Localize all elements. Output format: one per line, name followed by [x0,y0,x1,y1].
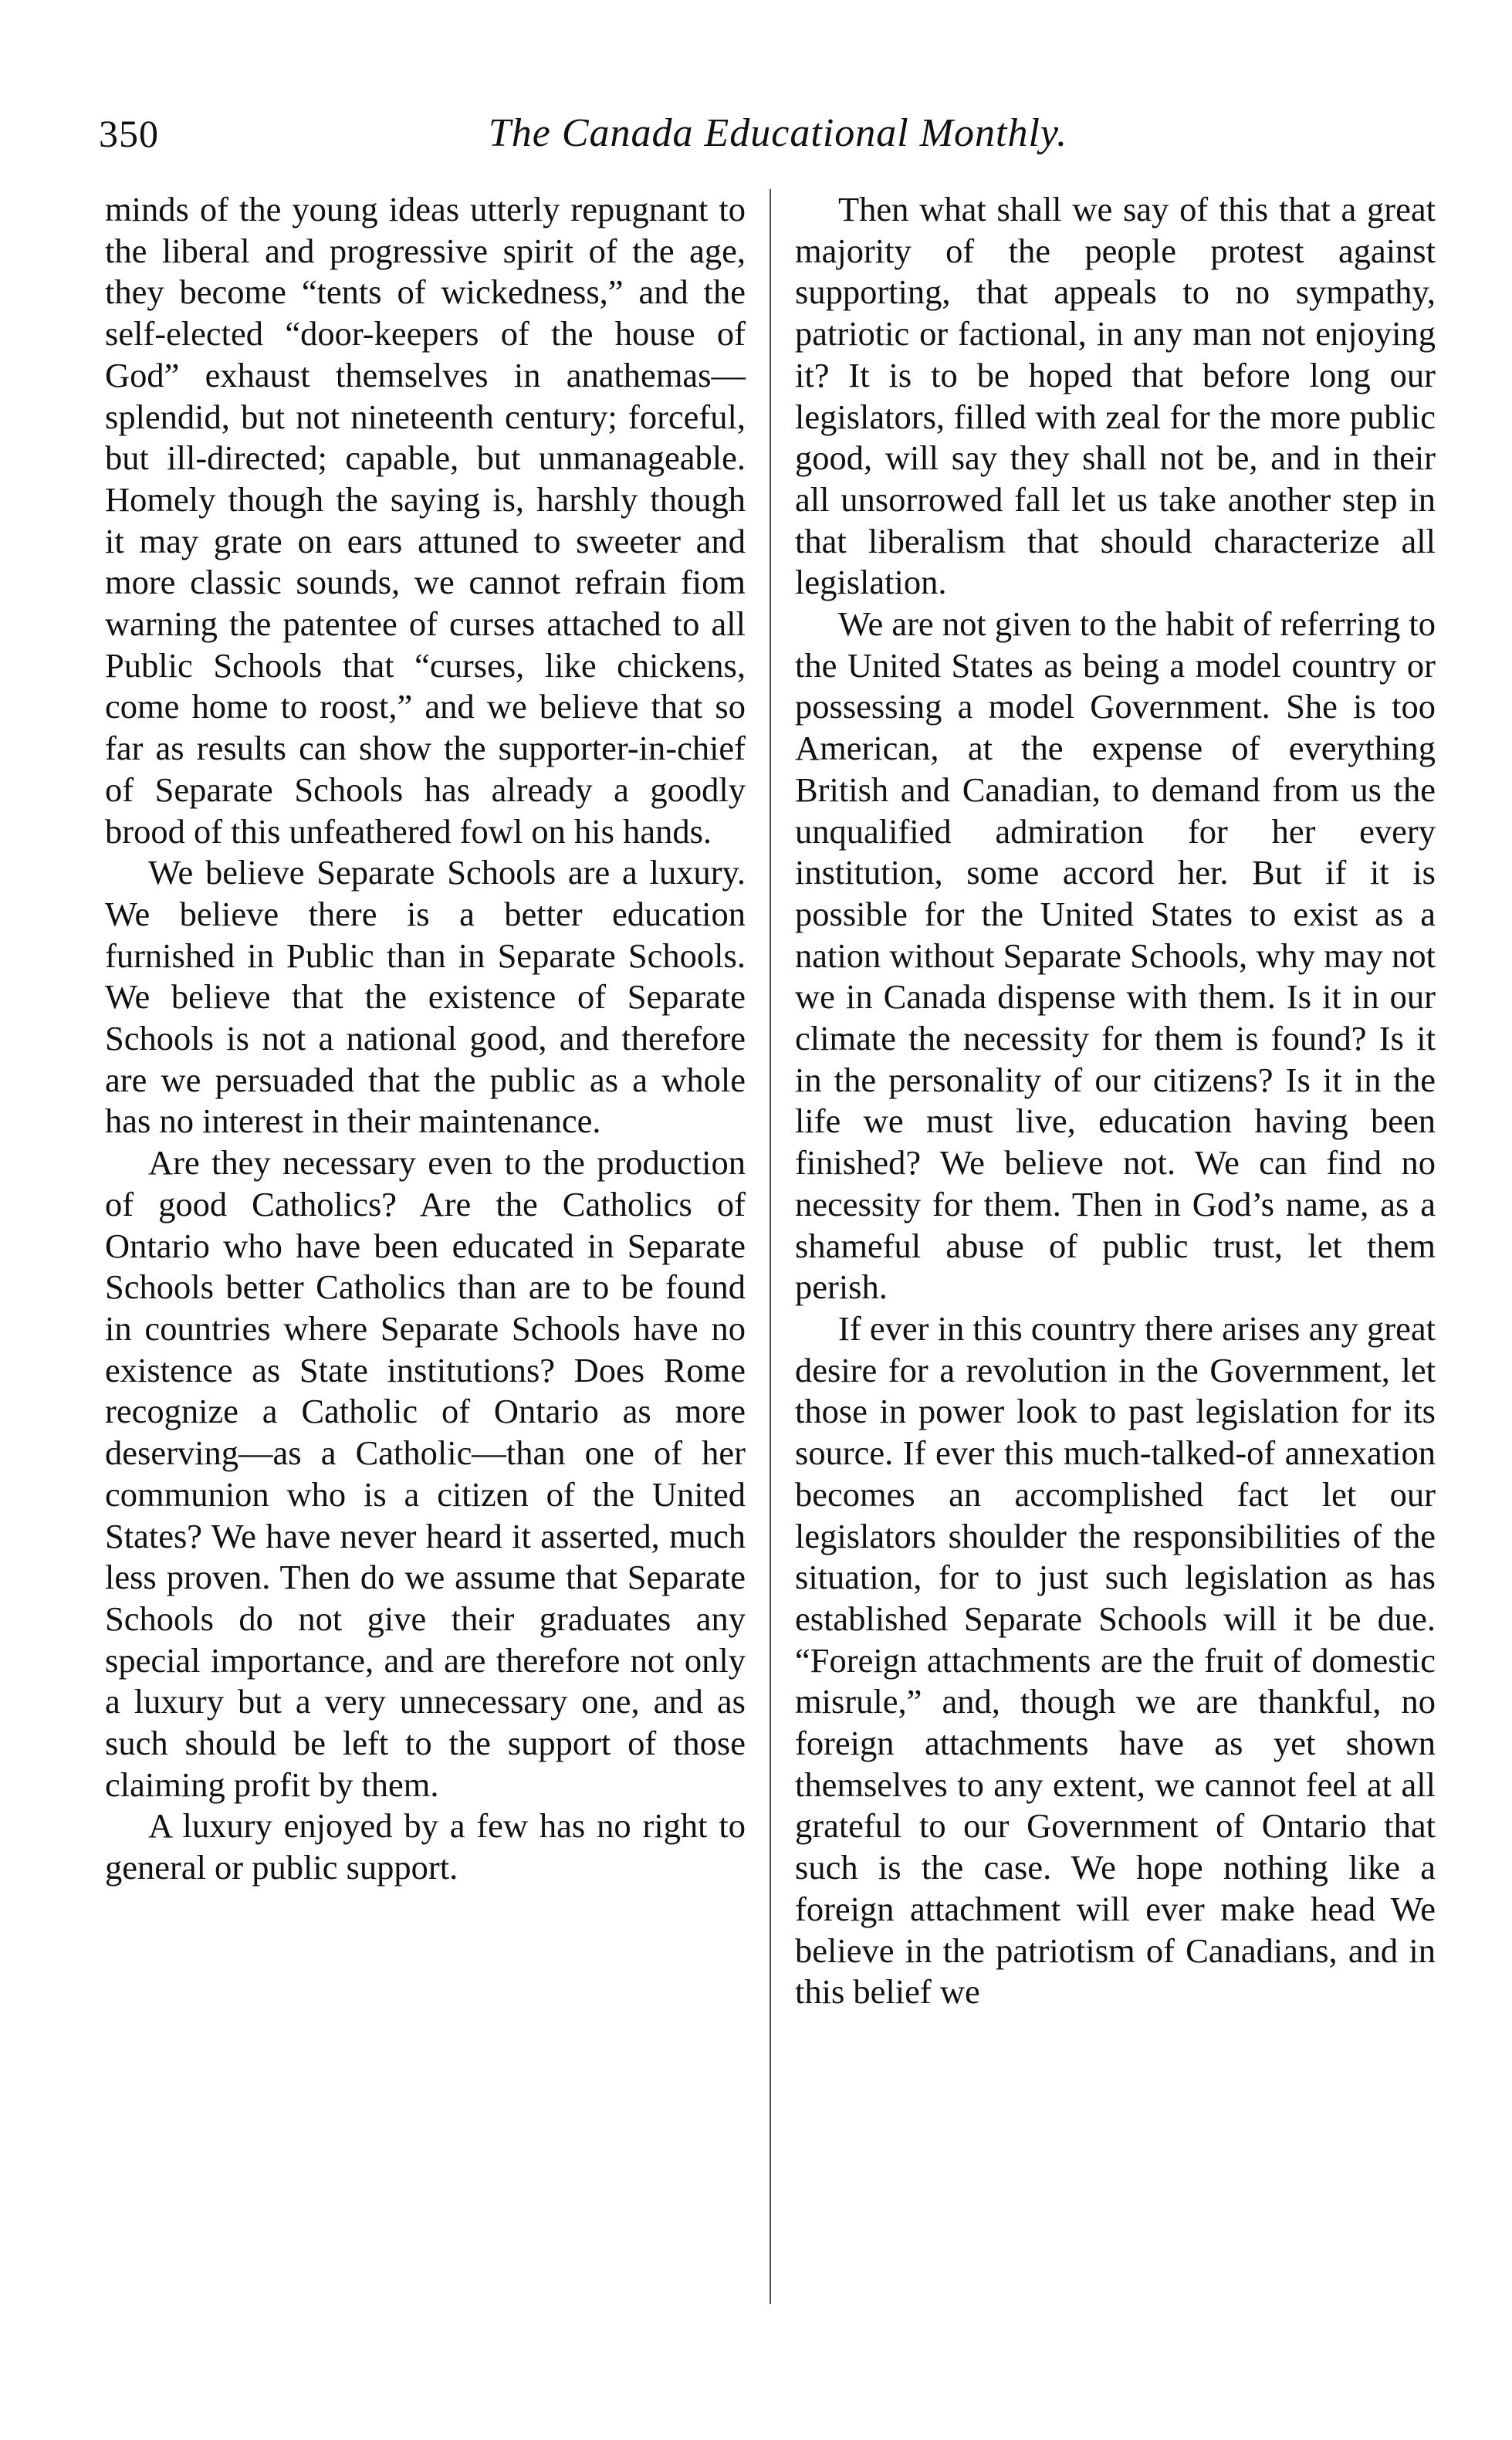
page-header [99,107,1457,168]
paragraph: Are they necessary even to the production of good Catholics? Are the Catholics of Ontario who have been educated in Separate Schools better Catholics than are to be found in countries where Separate Schools have no existence as State institutions? Does Rome recognize a Catholic of Ontario as more deserving—as a Catholic—than one of her communion who is a citizen of the United States? We have never heard it asserted, much less proven. Then do we assume that Separate Schools do not give their graduates any special importance, and are therefore not only a luxury but a very unnecessary one, and as such should be left to the support of those claiming profit by them. [105,1143,746,1804]
column-divider [770,189,771,2304]
left-column [105,189,746,1889]
running-title: The Canada Educational Monthly. [488,111,1068,155]
paragraph: Then what shall we say of this that a great majority of the people protest against supporting, that appeals to no sympathy, patriotic or factional, in any man not enjoying it? It is to be hoped that before long our legislators, filled with zeal for the more public good, will say they shall not be, and in their all unsorrowed fall let us take another step in that liberalism that should characterize all legislation. [795,190,1436,602]
paragraph: We are not given to the habit of referring to the United States as being a model country or possessing a model Government. She is too American, at the expense of everything British and Canadian, to demand from us the unqualified admiration for her every institution, some accord her. But if it is possible for the United States to exist as a nation without Separate Schools, why may not we in Canada dispense with them. Is it in our climate the necessity for them is found? Is it in the personality of our citizens? Is it in the life we must live, education having been finished? We believe not. We can find no necessity for them. Then in God’s name, as a shameful abuse of public trust, let them perish. [795,604,1436,1307]
paragraph: We believe Separate Schools are a luxury. We believe there is a better education furnished in Public than in Separate Schools. We believe that the existence of Separate Schools is not a national good, and therefore are we persuaded that the public as a whole has no interest in their maintenance. [105,853,746,1141]
paragraph: If ever in this country there arises any great desire for a revolution in the Government, let those in power look to past legislation for its source. If ever this much-talked-of annexation becomes an accomplished fact let our legislators shoulder the responsibilities of the situation, for to just such legislation as has established Separate Schools will it be due. “Foreign attachments are the fruit of domestic misrule,” and, though we are thankful, no foreign attachments have as yet shown themselves to any extent, we cannot feel at all grateful to our Government of Ontario that such is the case. We hope nothing like a foreign attachment will ever make head We believe in the patriotism of Canadians, and in this belief we [795,1308,1436,2012]
paragraph: minds of the young ideas utterly repugnant to the liberal and progressive spirit of the age, they become “tents of wickedness,” and the self-elected “door-keepers of the house of God” exhaust themselves in anathemas—splendid, but not nineteenth century; forceful, but ill-directed; capable, but unmanageable. Homely though the saying is, harshly though it may grate on ears attuned to sweeter and more classic sounds, we cannot refrain fiom warning the patentee of curses attached to all Public Schools that “curses, like chickens, come home to roost,” and we believe that so far as results can show the supporter-in-chief of Separate Schools has already a goodly brood of this unfeathered fowl on his hands. [105,190,746,851]
right-column [795,189,1436,2013]
paragraph: A luxury enjoyed by a few has no right to general or public support. [105,1806,746,1887]
page-number: 350 [99,112,159,155]
